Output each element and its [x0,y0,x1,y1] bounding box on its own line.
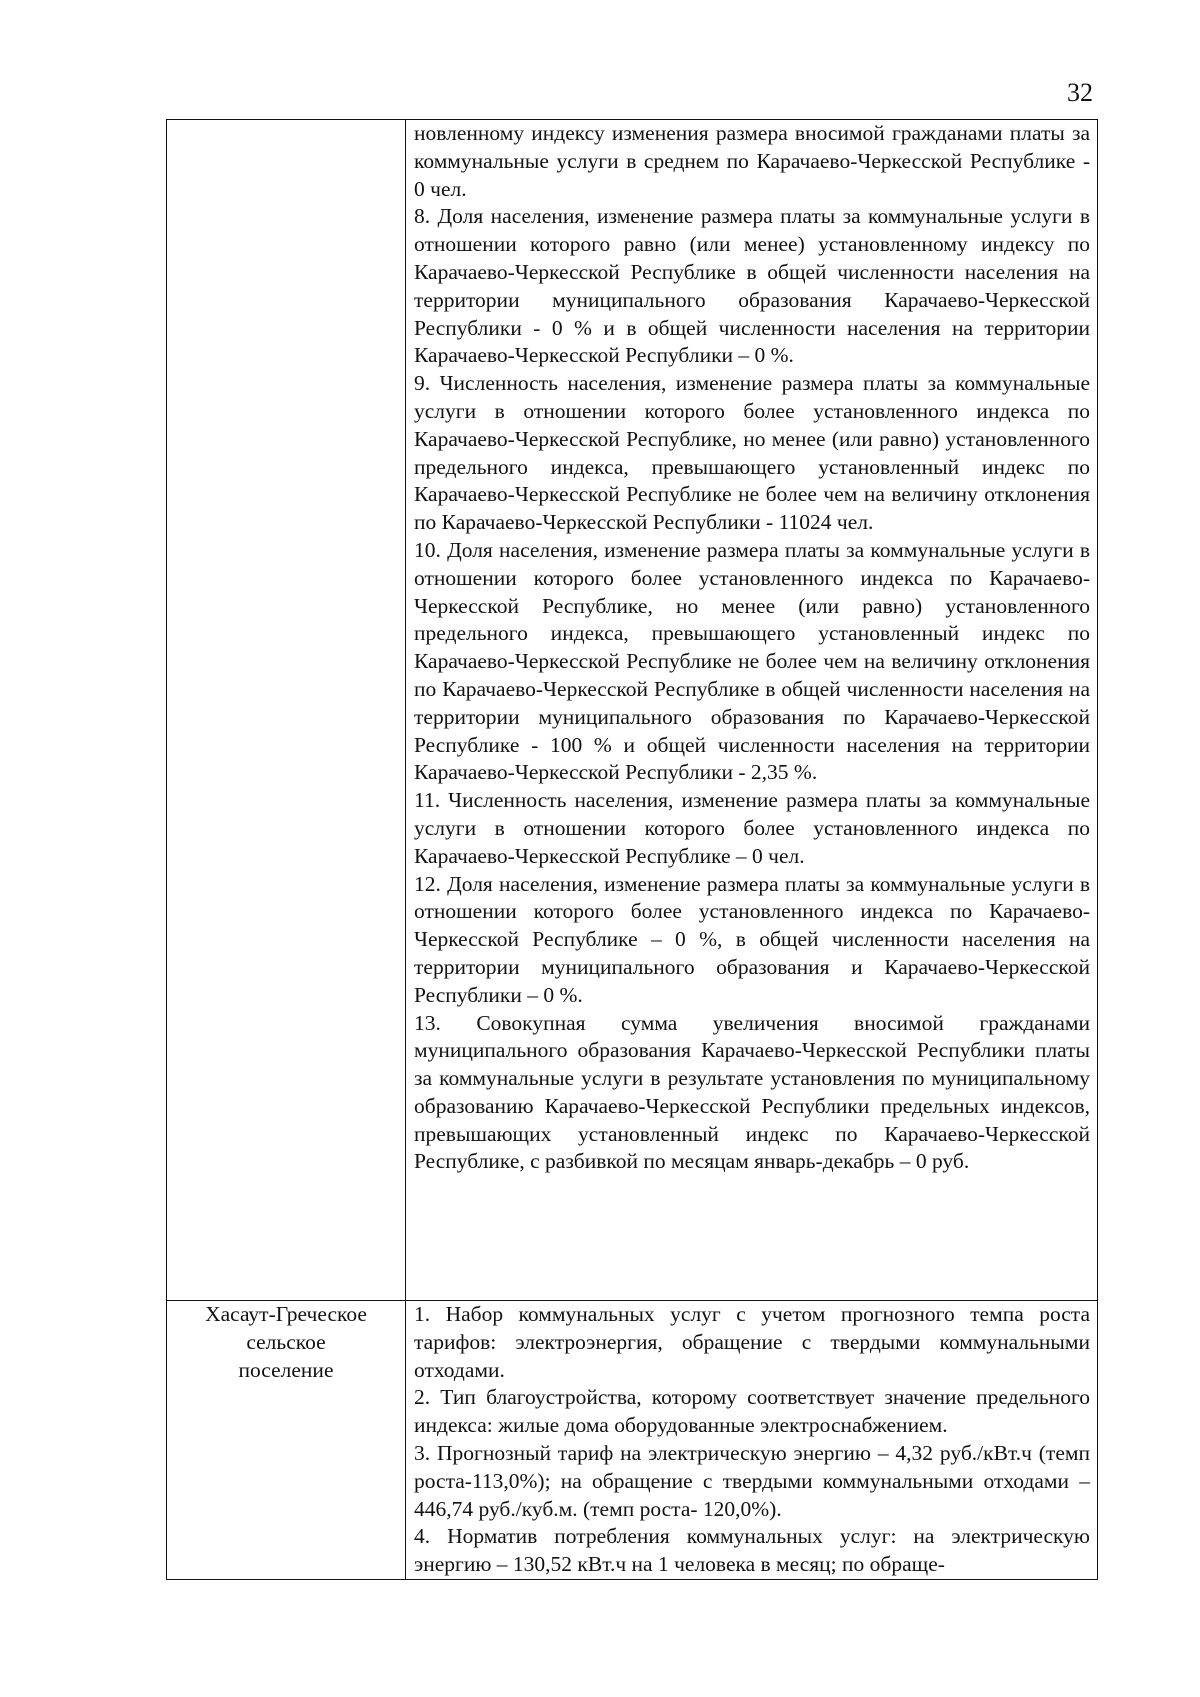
table-row [167,120,1098,1301]
settlement-cell [167,120,406,1301]
paragraph-item-10: 10. Доля населения, изменение размера платы за коммунальные услуги в отношении которого более установленного индекса по Карачаево-Черкесской Республике, но менее (или равно) установленного предельного индекса, превышающего установленный индекс по Карачаево-Черкесской Республике не более чем на величину отклонения по Карачаево-Черкесской Республике в общей численности населения на территории муниципального образования по Карачаево-Черкесской Республике - 100 % и общей численности населения на территории Карачаево-Черкесской Республики - 2,35 %. [414,537,1090,785]
indicators-cell [406,1301,1098,1580]
paragraph-item-9: 9. Численность населения, изменение размера платы за коммунальные услуги в отношении которого более установленного индекса по Карачаево-Черкесской Республике, но менее (или равно) установленного предельного индекса, превышающего установленный индекс по Карачаево-Черкесской Республике не более чем на величину отклонения по Карачаево-Черкесской Республики - 11024 чел. [414,371,1090,535]
page-number: 32 [1067,78,1093,107]
paragraph-item-1: 1. Набор коммунальных услуг с учетом прогнозного темпа роста тарифов: электроэнергия, обращение с твердыми коммунальными отходами. [414,1302,1090,1382]
paragraph-item-13: 13. Совокупная сумма увеличения вносимой гражданами муниципального образования Карачаево-Черкесской Республики платы за коммунальные услуги в результате установления по муниципальному образованию Карачаево-Черкесской Республики предельных индексов, превышающих установленный индекс по Карачаево-Черкесской Республике, с разбивкой по месяцам январь-декабрь – 0 руб. [414,1010,1090,1174]
paragraph-item-2: 2. Тип благоустройства, которому соответствует значение предельного индекса: жилые дома оборудованные электроснабжением. [414,1385,1090,1438]
indicators-cell [406,120,1098,1301]
indices-table [166,119,1098,1580]
paragraph-item-4: 4. Норматив потребления коммунальных услуг: на электрическую энергию – 130,52 кВт.ч на 1 человека в месяц; по обраще- [414,1524,1090,1577]
paragraph-item-8: 8. Доля населения, изменение размера платы за коммунальные услуги в отношении которого равно (или менее) установленному индексу по Карачаево-Черкесской Республике в общей численности населения на территории муниципального образования Карачаево-Черкесской Республики - 0 % и в общей численности населения на территории Карачаево-Черкесской Республики – 0 %. [414,204,1090,368]
settlement-name-line: Хасаут-Греческое [205,1302,367,1326]
paragraph-item-3: 3. Прогнозный тариф на электрическую энергию – 4,32 руб./кВт.ч (темп роста-113,0%); на обращение с твердыми коммунальными отходами – 446,74 руб./куб.м. (темп роста- 120,0%). [414,1440,1090,1521]
settlement-name-line: поселение [238,1357,334,1382]
settlement-name-line: сельское [246,1329,326,1354]
paragraph-item-11: 11. Численность населения, изменение размера платы за коммунальные услуги в отношении которого более установленного индекса по Карачаево-Черкесской Республике – 0 чел. [414,788,1090,868]
settlement-cell [167,1301,406,1580]
paragraph-continued: новленному индексу изменения размера вносимой гражданами платы за коммунальные услуги в среднем по Карачаево-Черкесской Республике - 0 чел. [414,121,1090,201]
table-row [167,1301,1098,1580]
paragraph-item-12: 12. Доля населения, изменение размера платы за коммунальные услуги в отношении которого более установленного индекса по Карачаево-Черкесской Республике – 0 %, в общей численности населения на территории муниципального образования и Карачаево-Черкесской Республики – 0 %. [414,871,1090,1007]
